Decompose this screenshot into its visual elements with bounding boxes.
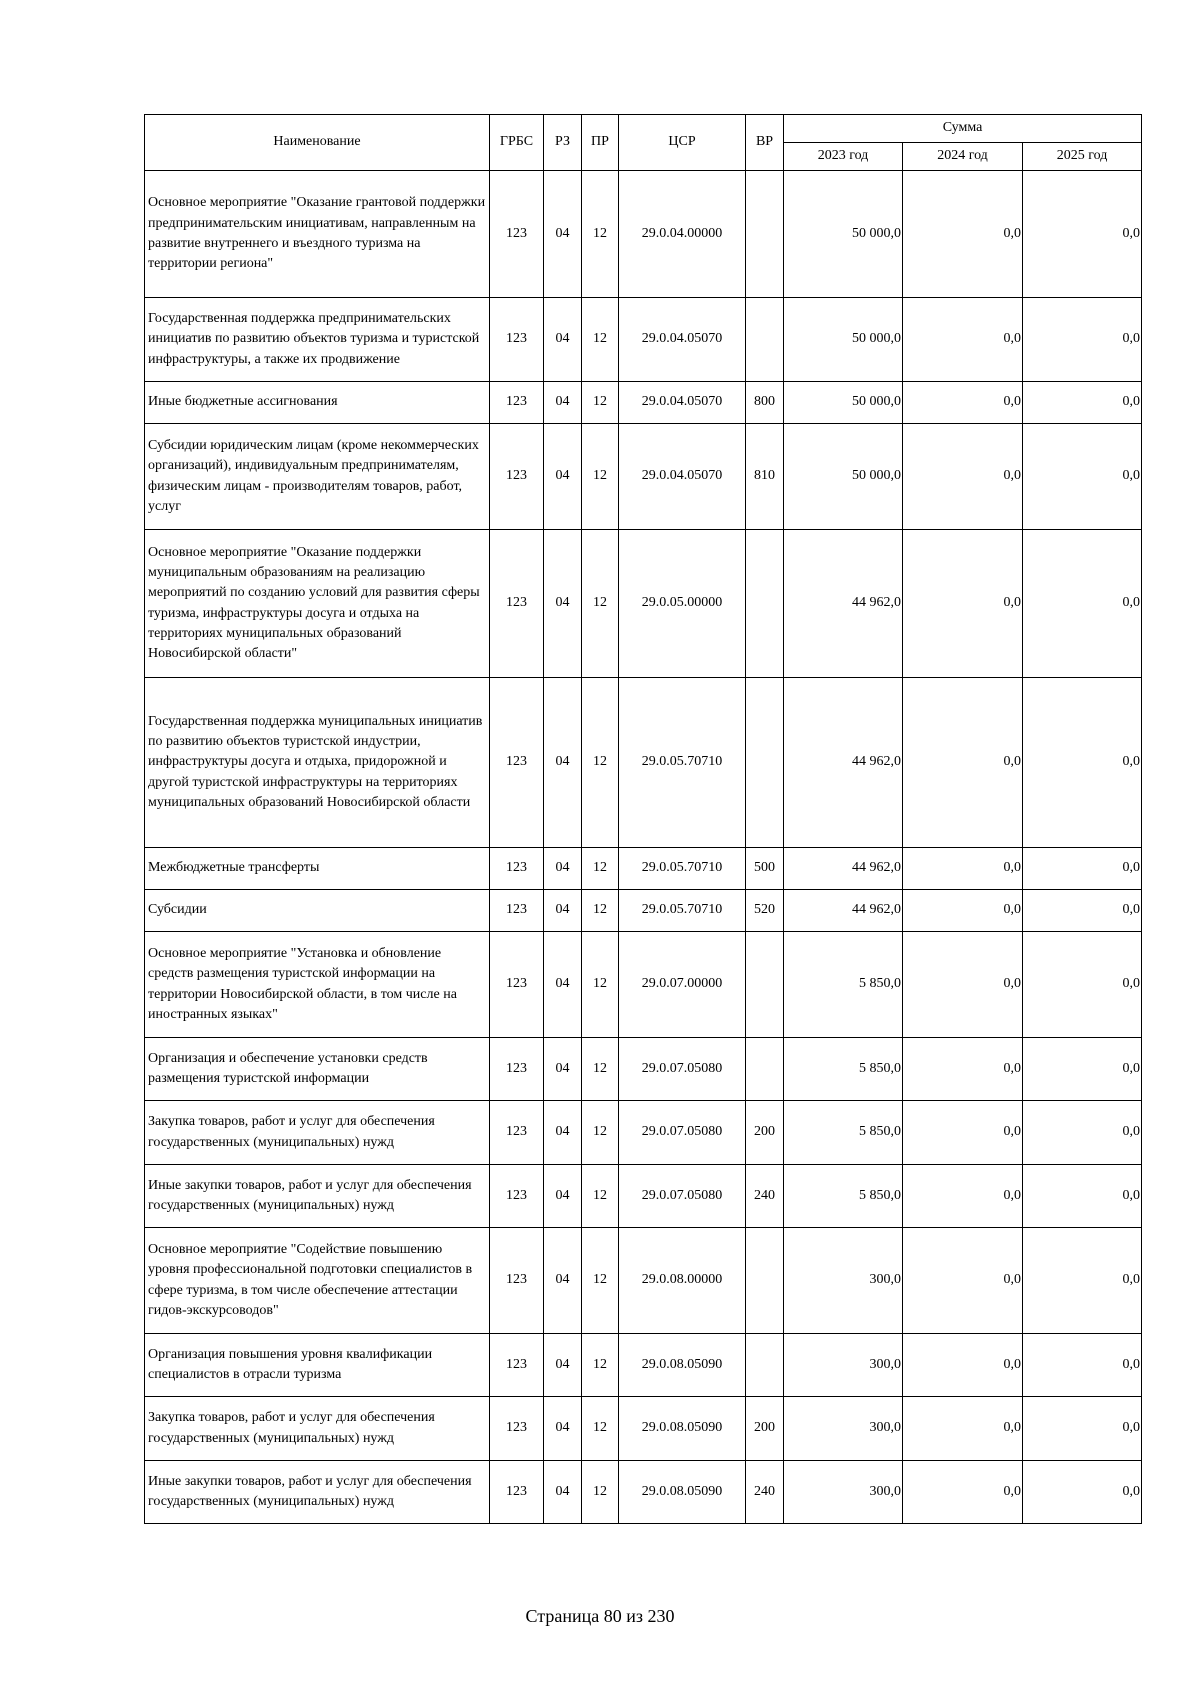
cell-2024: 0,0 — [903, 298, 1023, 382]
cell-vr: 200 — [746, 1101, 784, 1165]
cell-vr: 500 — [746, 848, 784, 890]
cell-rz: 04 — [544, 424, 582, 530]
cell-name: Субсидии юридическим лицам (кроме некоммерческих организаций), индивидуальным предпринимателям, физическим лицам - производителям товаров, работ, услуг — [145, 424, 490, 530]
cell-rz: 04 — [544, 530, 582, 678]
cell-name: Организация повышения уровня квалификации специалистов в отрасли туризма — [145, 1334, 490, 1397]
cell-grbs: 123 — [490, 530, 544, 678]
cell-pr: 12 — [582, 424, 619, 530]
cell-2023: 300,0 — [784, 1228, 903, 1334]
cell-csr: 29.0.04.05070 — [619, 424, 746, 530]
cell-name: Межбюджетные трансферты — [145, 848, 490, 890]
header-2025: 2025 год — [1023, 143, 1142, 171]
cell-grbs: 123 — [490, 932, 544, 1038]
cell-rz: 04 — [544, 678, 582, 848]
cell-2025: 0,0 — [1023, 848, 1142, 890]
cell-2024: 0,0 — [903, 1165, 1023, 1228]
cell-pr: 12 — [582, 382, 619, 424]
cell-2023: 50 000,0 — [784, 298, 903, 382]
cell-2025: 0,0 — [1023, 298, 1142, 382]
cell-rz: 04 — [544, 1461, 582, 1524]
cell-csr: 29.0.07.05080 — [619, 1165, 746, 1228]
cell-csr: 29.0.05.70710 — [619, 890, 746, 932]
header-pr: ПР — [582, 115, 619, 171]
cell-name: Государственная поддержка предпринимательских инициатив по развитию объектов туризма и туристской инфраструктуры, а также их продвижение — [145, 298, 490, 382]
cell-rz: 04 — [544, 1228, 582, 1334]
table-row — [145, 298, 1142, 382]
cell-pr: 12 — [582, 678, 619, 848]
cell-csr: 29.0.08.00000 — [619, 1228, 746, 1334]
cell-2023: 44 962,0 — [784, 530, 903, 678]
cell-2024: 0,0 — [903, 171, 1023, 298]
cell-grbs: 123 — [490, 424, 544, 530]
cell-vr — [746, 171, 784, 298]
cell-2024: 0,0 — [903, 1038, 1023, 1101]
cell-2023: 5 850,0 — [784, 1165, 903, 1228]
cell-csr: 29.0.05.00000 — [619, 530, 746, 678]
cell-csr: 29.0.04.05070 — [619, 298, 746, 382]
table-row — [145, 1101, 1142, 1165]
cell-2025: 0,0 — [1023, 1101, 1142, 1165]
cell-csr: 29.0.08.05090 — [619, 1334, 746, 1397]
cell-2025: 0,0 — [1023, 932, 1142, 1038]
cell-name: Закупка товаров, работ и услуг для обеспечения государственных (муниципальных) нужд — [145, 1101, 490, 1165]
cell-pr: 12 — [582, 171, 619, 298]
cell-vr — [746, 1038, 784, 1101]
table-body — [145, 171, 1142, 1524]
cell-2025: 0,0 — [1023, 1228, 1142, 1334]
cell-2023: 44 962,0 — [784, 678, 903, 848]
cell-2023: 50 000,0 — [784, 424, 903, 530]
header-sum: Сумма — [784, 115, 1142, 143]
cell-2023: 50 000,0 — [784, 171, 903, 298]
cell-2025: 0,0 — [1023, 1397, 1142, 1461]
budget-table — [144, 114, 1142, 1524]
cell-2023: 44 962,0 — [784, 890, 903, 932]
cell-2025: 0,0 — [1023, 1038, 1142, 1101]
cell-vr — [746, 1334, 784, 1397]
cell-2023: 5 850,0 — [784, 1101, 903, 1165]
cell-name: Иные закупки товаров, работ и услуг для обеспечения государственных (муниципальных) нужд — [145, 1165, 490, 1228]
cell-2024: 0,0 — [903, 382, 1023, 424]
cell-grbs: 123 — [490, 848, 544, 890]
cell-vr: 200 — [746, 1397, 784, 1461]
table-row — [145, 1334, 1142, 1397]
cell-grbs: 123 — [490, 298, 544, 382]
cell-vr — [746, 530, 784, 678]
cell-vr — [746, 298, 784, 382]
cell-csr: 29.0.07.05080 — [619, 1101, 746, 1165]
table-row — [145, 890, 1142, 932]
cell-csr: 29.0.04.05070 — [619, 382, 746, 424]
cell-rz: 04 — [544, 382, 582, 424]
cell-grbs: 123 — [490, 382, 544, 424]
table-row — [145, 1397, 1142, 1461]
cell-pr: 12 — [582, 848, 619, 890]
cell-pr: 12 — [582, 1228, 619, 1334]
cell-2025: 0,0 — [1023, 382, 1142, 424]
cell-2024: 0,0 — [903, 530, 1023, 678]
cell-vr: 810 — [746, 424, 784, 530]
cell-vr: 240 — [746, 1461, 784, 1524]
cell-2025: 0,0 — [1023, 678, 1142, 848]
cell-name: Государственная поддержка муниципальных инициатив по развитию объектов туристской индустрии, инфраструктуры досуга и отдыха, придорожной и другой туристской инфраструктуры на территориях муниципальных образований Новосибирской области — [145, 678, 490, 848]
cell-2024: 0,0 — [903, 1397, 1023, 1461]
cell-name: Организация и обеспечение установки средств размещения туристской информации — [145, 1038, 490, 1101]
cell-pr: 12 — [582, 890, 619, 932]
cell-2024: 0,0 — [903, 890, 1023, 932]
header-name: Наименование — [145, 115, 490, 171]
cell-2025: 0,0 — [1023, 1334, 1142, 1397]
table-row — [145, 382, 1142, 424]
cell-name: Субсидии — [145, 890, 490, 932]
cell-csr: 29.0.08.05090 — [619, 1461, 746, 1524]
cell-grbs: 123 — [490, 171, 544, 298]
table-row — [145, 932, 1142, 1038]
cell-grbs: 123 — [490, 1228, 544, 1334]
cell-rz: 04 — [544, 1397, 582, 1461]
cell-pr: 12 — [582, 1334, 619, 1397]
cell-pr: 12 — [582, 298, 619, 382]
cell-rz: 04 — [544, 890, 582, 932]
cell-2023: 44 962,0 — [784, 848, 903, 890]
cell-pr: 12 — [582, 1397, 619, 1461]
cell-pr: 12 — [582, 530, 619, 678]
cell-2025: 0,0 — [1023, 1461, 1142, 1524]
cell-csr: 29.0.05.70710 — [619, 678, 746, 848]
cell-2024: 0,0 — [903, 932, 1023, 1038]
cell-pr: 12 — [582, 1165, 619, 1228]
table-row — [145, 1165, 1142, 1228]
cell-2025: 0,0 — [1023, 530, 1142, 678]
cell-csr: 29.0.08.05090 — [619, 1397, 746, 1461]
cell-grbs: 123 — [490, 1334, 544, 1397]
cell-2023: 300,0 — [784, 1461, 903, 1524]
cell-vr — [746, 932, 784, 1038]
cell-rz: 04 — [544, 1334, 582, 1397]
cell-2024: 0,0 — [903, 1101, 1023, 1165]
cell-rz: 04 — [544, 1038, 582, 1101]
cell-vr: 520 — [746, 890, 784, 932]
cell-vr: 240 — [746, 1165, 784, 1228]
cell-name: Основное мероприятие "Содействие повышению уровня профессиональной подготовки специалистов в сфере туризма, в том числе обеспечение аттестации гидов-экскурсоводов" — [145, 1228, 490, 1334]
cell-csr: 29.0.07.00000 — [619, 932, 746, 1038]
cell-2025: 0,0 — [1023, 171, 1142, 298]
cell-2024: 0,0 — [903, 424, 1023, 530]
cell-vr — [746, 678, 784, 848]
header-2023: 2023 год — [784, 143, 903, 171]
cell-name: Основное мероприятие "Установка и обновление средств размещения туристской информации на территории Новосибирской области, в том числе на иностранных языках" — [145, 932, 490, 1038]
table-row — [145, 171, 1142, 298]
cell-rz: 04 — [544, 848, 582, 890]
cell-vr: 800 — [746, 382, 784, 424]
cell-name: Основное мероприятие "Оказание поддержки муниципальным образованиям на реализацию мероприятий по созданию условий для развития сферы туризма, инфраструктуры досуга и отдыха на территориях муниципальных образований Новосибирской области" — [145, 530, 490, 678]
cell-2023: 300,0 — [784, 1397, 903, 1461]
cell-vr — [746, 1228, 784, 1334]
cell-pr: 12 — [582, 1461, 619, 1524]
cell-pr: 12 — [582, 1101, 619, 1165]
cell-rz: 04 — [544, 298, 582, 382]
cell-2024: 0,0 — [903, 1461, 1023, 1524]
header-2024: 2024 год — [903, 143, 1023, 171]
cell-name: Иные закупки товаров, работ и услуг для обеспечения государственных (муниципальных) нужд — [145, 1461, 490, 1524]
cell-pr: 12 — [582, 932, 619, 1038]
table-row — [145, 1228, 1142, 1334]
cell-2023: 300,0 — [784, 1334, 903, 1397]
table-row — [145, 530, 1142, 678]
cell-2024: 0,0 — [903, 848, 1023, 890]
cell-2024: 0,0 — [903, 1334, 1023, 1397]
table-row — [145, 424, 1142, 530]
table-row — [145, 1038, 1142, 1101]
table-row — [145, 1461, 1142, 1524]
cell-grbs: 123 — [490, 1397, 544, 1461]
cell-name: Иные бюджетные ассигнования — [145, 382, 490, 424]
page-number: Страница 80 из 230 — [525, 1606, 675, 1626]
cell-2025: 0,0 — [1023, 424, 1142, 530]
cell-rz: 04 — [544, 932, 582, 1038]
cell-grbs: 123 — [490, 1101, 544, 1165]
cell-2024: 0,0 — [903, 1228, 1023, 1334]
header-csr: ЦСР — [619, 115, 746, 171]
header-rz: РЗ — [544, 115, 582, 171]
cell-2025: 0,0 — [1023, 890, 1142, 932]
cell-rz: 04 — [544, 1165, 582, 1228]
cell-grbs: 123 — [490, 1165, 544, 1228]
cell-grbs: 123 — [490, 678, 544, 848]
header-grbs: ГРБС — [490, 115, 544, 171]
cell-2023: 50 000,0 — [784, 382, 903, 424]
cell-2025: 0,0 — [1023, 1165, 1142, 1228]
cell-csr: 29.0.05.70710 — [619, 848, 746, 890]
table-row — [145, 848, 1142, 890]
cell-2023: 5 850,0 — [784, 1038, 903, 1101]
cell-grbs: 123 — [490, 1461, 544, 1524]
cell-grbs: 123 — [490, 890, 544, 932]
table-row — [145, 678, 1142, 848]
cell-rz: 04 — [544, 1101, 582, 1165]
cell-2023: 5 850,0 — [784, 932, 903, 1038]
cell-name: Основное мероприятие "Оказание грантовой поддержки предпринимательским инициативам, направленным на развитие внутреннего и въездного туризма на территории региона" — [145, 171, 490, 298]
cell-csr: 29.0.04.00000 — [619, 171, 746, 298]
cell-name: Закупка товаров, работ и услуг для обеспечения государственных (муниципальных) нужд — [145, 1397, 490, 1461]
header-vr: ВР — [746, 115, 784, 171]
cell-pr: 12 — [582, 1038, 619, 1101]
cell-2024: 0,0 — [903, 678, 1023, 848]
cell-rz: 04 — [544, 171, 582, 298]
cell-grbs: 123 — [490, 1038, 544, 1101]
cell-csr: 29.0.07.05080 — [619, 1038, 746, 1101]
